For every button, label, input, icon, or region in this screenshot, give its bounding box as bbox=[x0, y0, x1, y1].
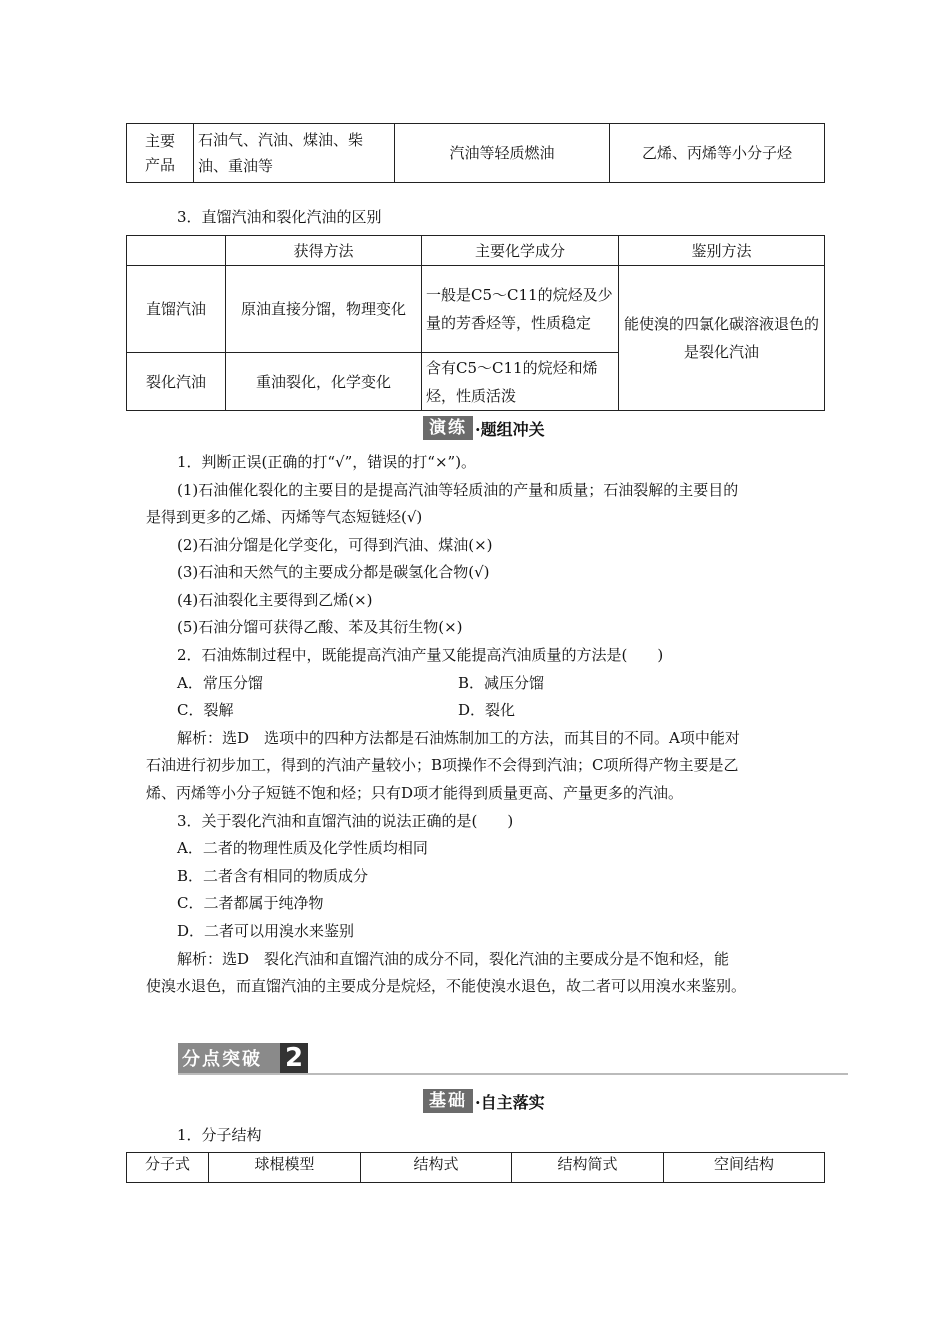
banner-text: ·题组冲关 bbox=[475, 419, 545, 439]
question-stem: 1．判断正误(正确的打“√”，错误的打“×”)。 bbox=[177, 453, 477, 471]
banner-text: ·自主落实 bbox=[475, 1092, 545, 1112]
header-cell: 结构式 bbox=[361, 1153, 512, 1183]
section-label: 分点突破 bbox=[182, 1049, 262, 1070]
analysis-line: 解析：选D 裂化汽油和直馏汽油的成分不同，裂化汽油的主要成分是不饱和烃，能 bbox=[177, 950, 730, 968]
row-label bbox=[127, 124, 194, 183]
option: B．二者含有相同的物质成分 bbox=[177, 867, 369, 885]
option: A．常压分馏 bbox=[177, 674, 263, 692]
composition-cell: 含有C5～C11的烷烃和烯烃，性质活泼 bbox=[422, 353, 619, 411]
section-number: 2 bbox=[280, 1043, 308, 1073]
product-cell: 石油气、汽油、煤油、柴油、重油等 bbox=[194, 124, 395, 183]
option: D．裂化 bbox=[458, 701, 516, 719]
analysis-line: 使溴水退色，而直馏汽油的主要成分是烷烃，不能使溴水退色，故二者可以用溴水来鉴别。 bbox=[146, 977, 747, 995]
header-cell: 主要化学成分 bbox=[422, 236, 619, 266]
header-cell: 鉴别方法 bbox=[619, 236, 825, 266]
option: C．二者都属于纯净物 bbox=[177, 894, 324, 912]
analysis-line: 解析：选D 选项中的四种方法都是石油炼制加工的方法，而其目的不同。A项中能对 bbox=[177, 729, 740, 747]
structure-table bbox=[126, 1152, 825, 1183]
banner-box: 基础 bbox=[423, 1089, 473, 1113]
option: A．二者的物理性质及化学性质均相同 bbox=[177, 839, 428, 857]
practice-banner bbox=[423, 416, 545, 440]
option: C．裂解 bbox=[177, 701, 234, 719]
method-cell: 原油直接分馏，物理变化 bbox=[226, 266, 422, 353]
header-cell bbox=[127, 236, 226, 266]
header-cell: 分子式 bbox=[127, 1153, 209, 1183]
basics-banner bbox=[423, 1089, 545, 1113]
question-item: (1)石油催化裂化的主要目的是提高汽油等轻质油的产量和质量；石油裂解的主要目的 bbox=[177, 481, 739, 499]
question-stem: 3．关于裂化汽油和直馏汽油的说法正确的是( ) bbox=[177, 812, 514, 830]
question-item: (5)石油分馏可获得乙酸、苯及其衍生物(×) bbox=[177, 618, 463, 636]
header-cell: 获得方法 bbox=[226, 236, 422, 266]
products-table bbox=[126, 123, 825, 183]
row-name: 裂化汽油 bbox=[127, 353, 226, 411]
product-cell: 汽油等轻质燃油 bbox=[395, 124, 610, 183]
question-item: (2)石油分馏是化学变化，可得到汽油、煤油(×) bbox=[177, 536, 493, 554]
question-item: (3)石油和天然气的主要成分都是碳氢化合物(√) bbox=[177, 563, 490, 581]
question-item: 是得到更多的乙烯、丙烯等气态短链烃(√) bbox=[146, 508, 423, 526]
section-title: 3．直馏汽油和裂化汽油的区别 bbox=[177, 208, 382, 226]
option: B．减压分馏 bbox=[458, 674, 545, 692]
banner-box: 演练 bbox=[423, 416, 473, 440]
divider bbox=[178, 1073, 848, 1075]
analysis-line: 石油进行初步加工，得到的汽油产量较小；B项操作不会得到汽油；C项所得产物主要是乙 bbox=[146, 756, 739, 774]
row-label-text: 主要产品 bbox=[144, 132, 175, 174]
option: D．二者可以用溴水来鉴别 bbox=[177, 922, 355, 940]
composition-cell: 一般是C5～C11的烷烃及少量的芳香烃等，性质稳定 bbox=[422, 266, 619, 353]
subsection-title: 1．分子结构 bbox=[177, 1126, 262, 1144]
header-cell: 球棍模型 bbox=[209, 1153, 361, 1183]
header-cell: 结构简式 bbox=[512, 1153, 664, 1183]
question-stem: 2．石油炼制过程中，既能提高汽油产量又能提高汽油质量的方法是( ) bbox=[177, 646, 664, 664]
section-header bbox=[178, 1043, 308, 1073]
analysis-line: 烯、丙烯等小分子短链不饱和烃；只有D项才能得到质量更高、产量更多的汽油。 bbox=[146, 784, 684, 802]
question-item: (4)石油裂化主要得到乙烯(×) bbox=[177, 591, 373, 609]
header-cell: 空间结构 bbox=[664, 1153, 825, 1183]
identify-cell: 能使溴的四氯化碳溶液退色的是裂化汽油 bbox=[619, 266, 825, 411]
row-name: 直馏汽油 bbox=[127, 266, 226, 353]
method-cell: 重油裂化，化学变化 bbox=[226, 353, 422, 411]
product-cell: 乙烯、丙烯等小分子烃 bbox=[610, 124, 825, 183]
gasoline-compare-table bbox=[126, 235, 825, 411]
